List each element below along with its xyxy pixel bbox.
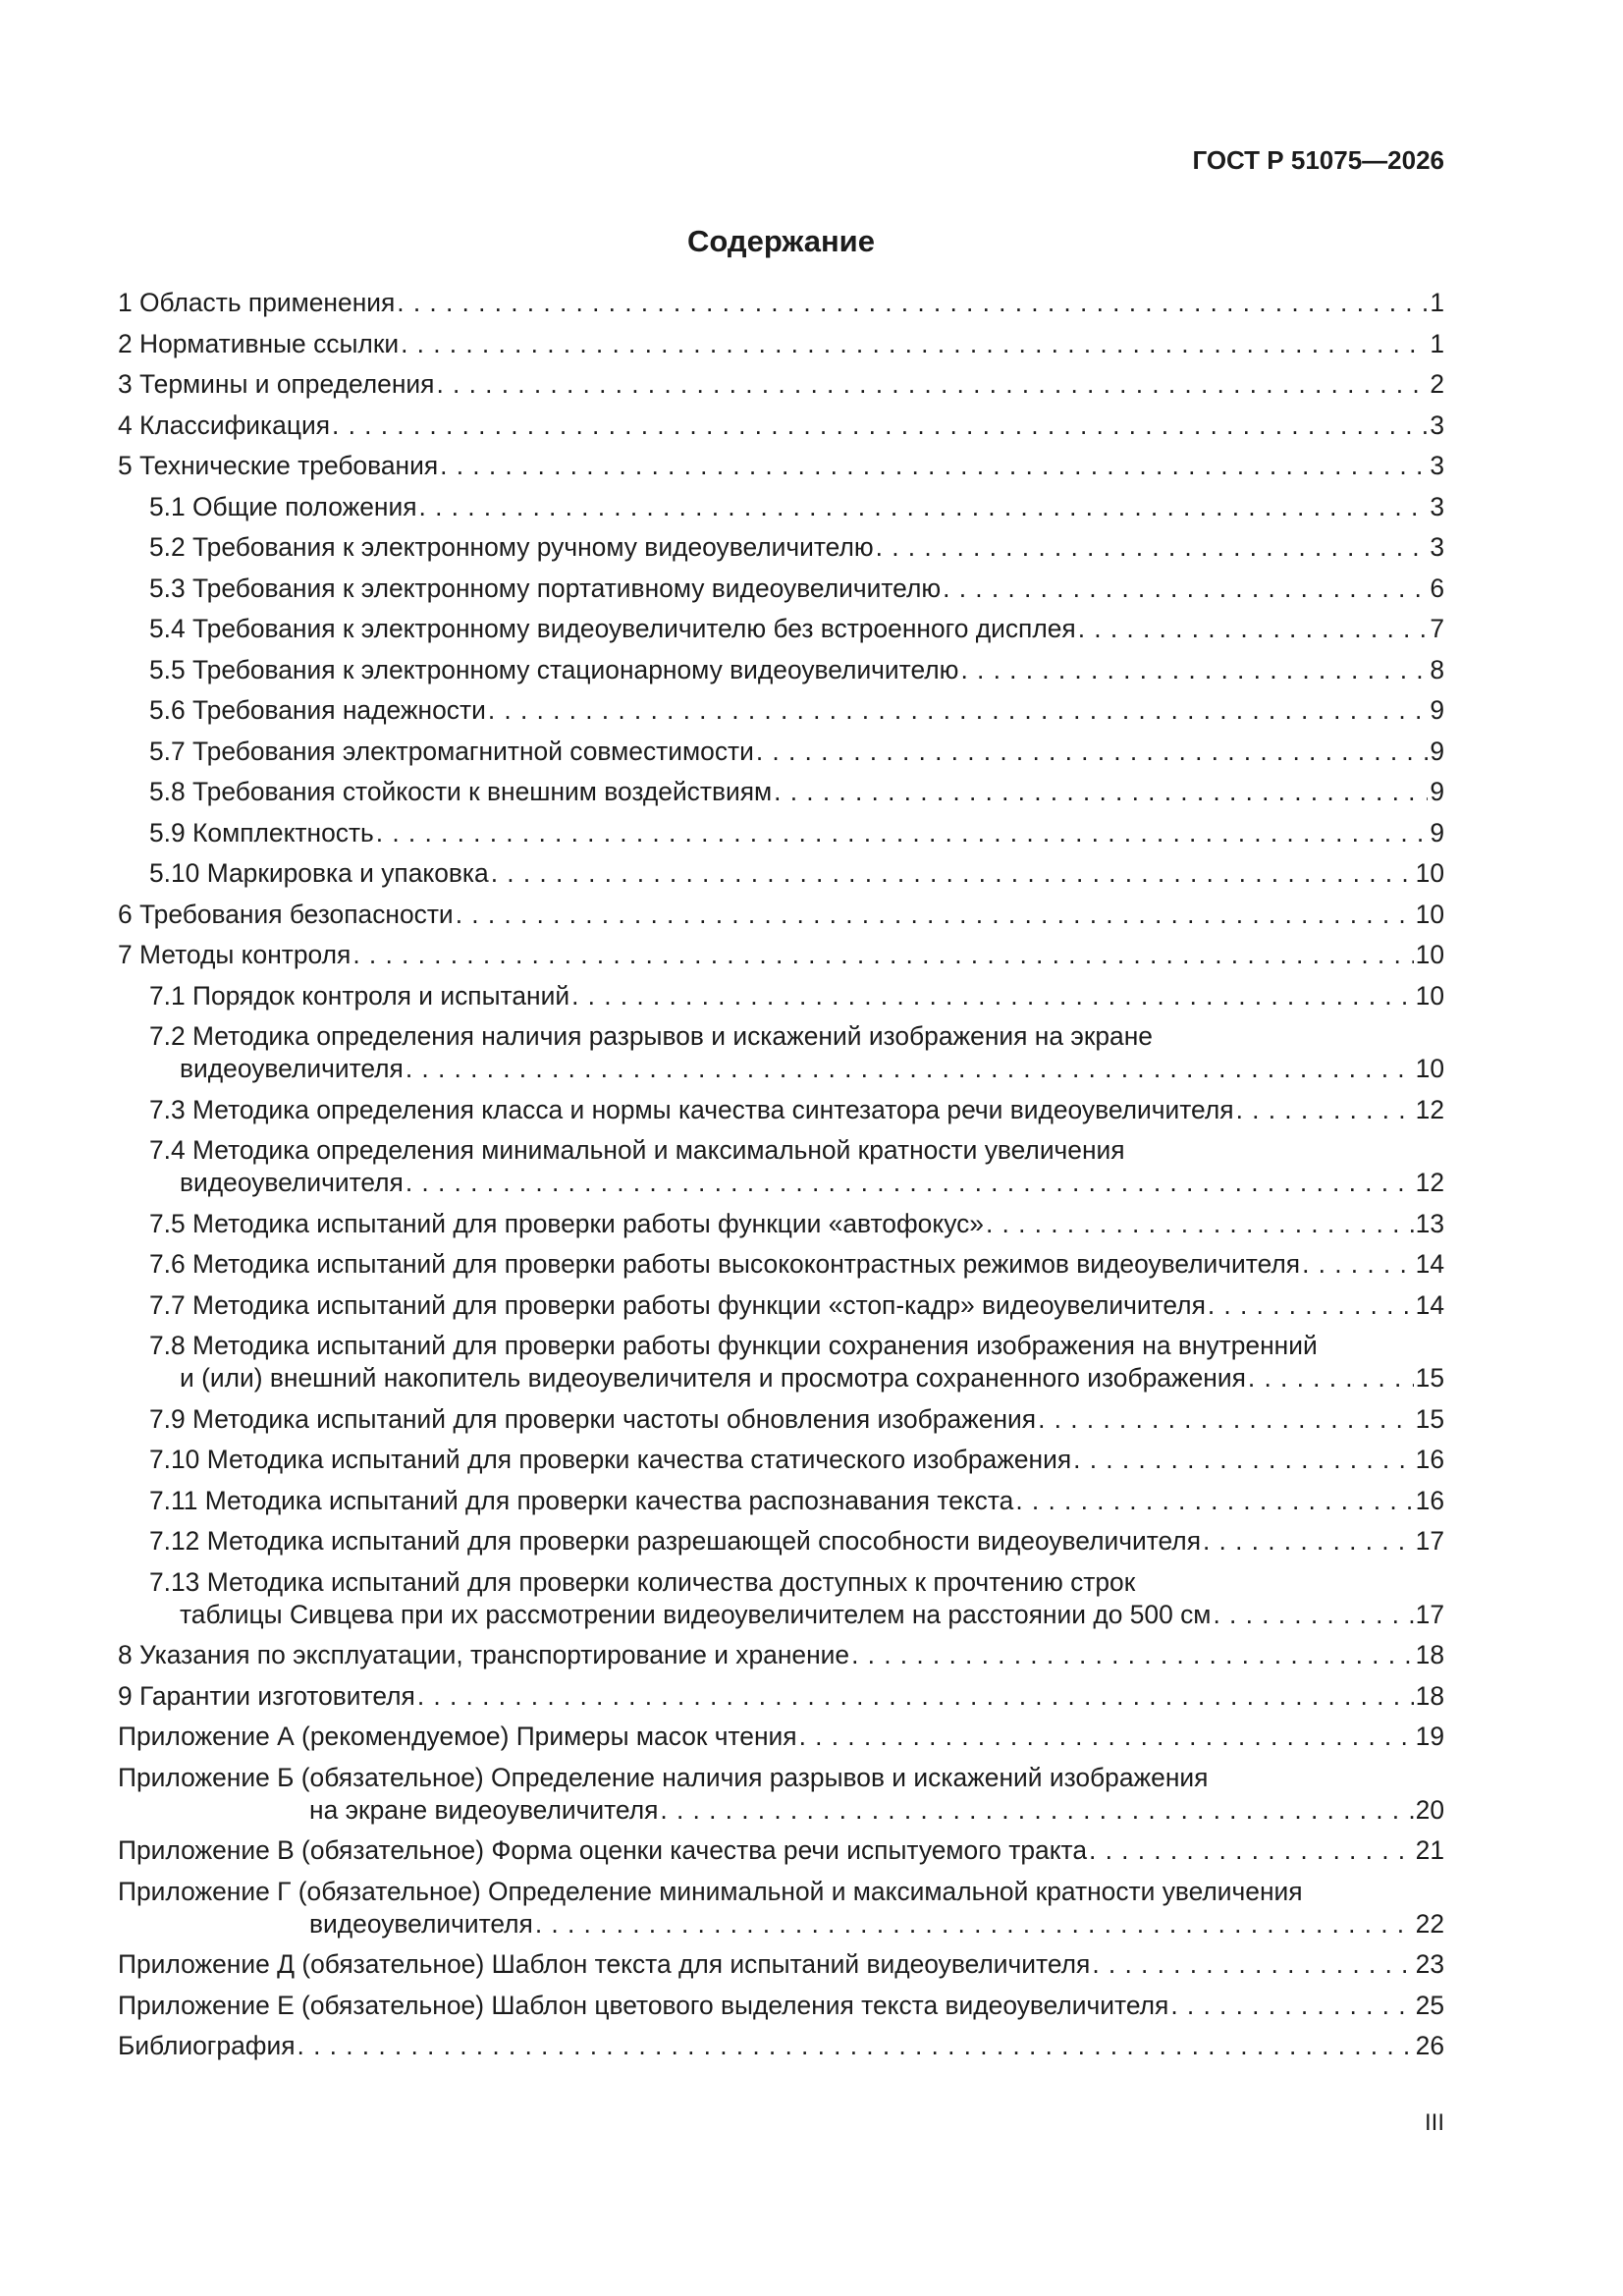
toc-entry-title: 5.10 Маркировка и упаковка [149, 858, 489, 888]
toc-entry-title-line1: 7.13 Методика испытаний для проверки количества доступных к прочтению строк [149, 1566, 1136, 1597]
toc-entry[interactable] [118, 450, 1444, 482]
toc-subentry[interactable] [118, 1020, 1444, 1085]
toc-entry-page: 18 [1415, 1680, 1444, 1711]
toc-entry-title: 7.1 Порядок контроля и испытаний [149, 980, 570, 1011]
toc-entry-title: таблицы Сивцева при их рассмотрении видеоувеличителем на расстоянии до 500 см [180, 1599, 1212, 1629]
toc-entry[interactable] [118, 1680, 1444, 1713]
document-code: ГОСТ Р 51075—2026 [1192, 145, 1444, 175]
dot-leader [1236, 1094, 1414, 1126]
toc-entry[interactable] [118, 899, 1444, 931]
toc-entry-title: 7.7 Методика испытаний для проверки работы функции «стоп-кадр» видеоувеличителя [149, 1289, 1206, 1320]
toc-entry-page: 9 [1430, 777, 1444, 806]
dot-leader [440, 450, 1428, 482]
toc-entry-title: 7.9 Методика испытаний для проверки частоты обновления изображения [149, 1403, 1037, 1434]
toc-entry-title: 6 Требования безопасности [118, 899, 454, 929]
toc-entry[interactable] [118, 368, 1444, 401]
dot-leader [1213, 1599, 1413, 1631]
dot-leader [298, 2030, 1414, 2062]
dot-leader [876, 531, 1429, 564]
toc-entry-title: 2 Нормативные ссылки [118, 328, 400, 358]
toc-entry-title: 7.11 Методика испытаний для проверки качества распознавания текста [149, 1485, 1014, 1515]
dot-leader [406, 1053, 1414, 1085]
toc-entry-page: 18 [1415, 1640, 1444, 1669]
toc-entry-title: 7.6 Методика испытаний для проверки работы высококонтрастных режимов видеоувеличителя [149, 1249, 1301, 1279]
toc-subentry[interactable] [118, 1566, 1444, 1631]
dot-leader [660, 1794, 1413, 1827]
dot-leader [1073, 1444, 1413, 1476]
toc-entry-page: 26 [1415, 2031, 1444, 2060]
toc-entry-title-line1: Приложение Б (обязательное) Определение наличия разрывов и искажений изображения [118, 1762, 1209, 1792]
toc-entry-page: 3 [1430, 451, 1444, 480]
toc-entry-title: 5.7 Требования электромагнитной совместимости [149, 736, 754, 766]
toc-entry-title-line1: 7.2 Методика определения наличия разрывов и искажений изображения на экране [149, 1021, 1153, 1051]
toc-subentry[interactable] [118, 776, 1444, 808]
toc-entry-title: 5.6 Требования надежности [149, 695, 486, 725]
toc-entry-page: 15 [1415, 1403, 1444, 1434]
toc-entry-page: 25 [1415, 1990, 1444, 2020]
toc-entry-title: 7.5 Методика испытаний для проверки работы функции «автофокус» [149, 1208, 984, 1238]
toc-entry-title: 9 Гарантии изготовителя [118, 1680, 415, 1711]
dot-leader [1038, 1403, 1414, 1436]
toc-entry-page: 21 [1415, 1835, 1444, 1865]
dot-leader [491, 857, 1414, 890]
toc-entry-title: на экране видеоувеличителя [309, 1794, 659, 1825]
toc-entry-page: 9 [1430, 736, 1444, 766]
toc-entry-page: 10 [1415, 980, 1444, 1011]
dot-leader [535, 1908, 1414, 1941]
toc-entry[interactable] [118, 2030, 1444, 2062]
toc-entry-page: 23 [1415, 1949, 1444, 1979]
toc-entry-page: 19 [1415, 1722, 1444, 1751]
toc-entry-title: 5.1 Общие положения [149, 491, 417, 521]
dot-leader [960, 654, 1428, 686]
toc-entry[interactable] [118, 1639, 1444, 1671]
toc-entry-title: 5.3 Требования к электронному портативному видеоувеличителю [149, 573, 942, 603]
toc-appendix-entry[interactable] [118, 1948, 1444, 1981]
toc-entry-title: 1 Область применения [118, 288, 396, 317]
dot-leader [417, 1680, 1414, 1713]
toc-subentry[interactable] [118, 736, 1444, 768]
dot-leader [1203, 1525, 1414, 1558]
toc-subentry[interactable] [118, 613, 1444, 645]
toc-subentry[interactable] [118, 531, 1444, 564]
toc-entry-title: 5.5 Требования к электронному стационарному видеоувеличителю [149, 654, 959, 684]
toc-entry-page: 17 [1415, 1599, 1444, 1629]
toc-subentry[interactable] [118, 1134, 1444, 1199]
toc-entry-page: 10 [1415, 1054, 1444, 1083]
toc-entry-page: 3 [1430, 410, 1444, 440]
dot-leader [419, 491, 1429, 523]
dot-leader [1078, 613, 1429, 645]
toc-entry-title: 5.2 Требования к электронному ручному видеоувеличителю [149, 532, 874, 562]
dot-leader [1208, 1289, 1414, 1322]
toc-entry-title: Приложение А (рекомендуемое) Примеры масок чтения [118, 1722, 797, 1751]
toc-entry-title-line1: Приложение Г (обязательное) Определение минимальной и максимальной кратности увеличения [118, 1876, 1303, 1906]
toc-entry-title: и (или) внешний накопитель видеоувеличителя и просмотра сохраненного изображения [180, 1363, 1246, 1393]
dot-leader [1248, 1362, 1414, 1394]
toc-subentry[interactable] [118, 694, 1444, 727]
toc-entry-page: 16 [1415, 1445, 1444, 1474]
toc-entry-page: 6 [1430, 573, 1444, 603]
toc-entry-page: 22 [1415, 1908, 1444, 1939]
toc-entry-page: 9 [1430, 695, 1444, 725]
toc-entry[interactable] [118, 287, 1444, 319]
dot-leader [774, 776, 1428, 808]
toc-subentry[interactable] [118, 1403, 1444, 1436]
toc-appendix-entry[interactable] [118, 1990, 1444, 2022]
dot-leader [571, 980, 1414, 1012]
toc-subentry[interactable] [118, 857, 1444, 890]
toc-entry-title: 8 Указания по эксплуатации, транспортирование и хранение [118, 1640, 850, 1669]
dot-leader [1092, 1948, 1413, 1981]
toc-entry-page: 12 [1415, 1168, 1444, 1197]
page-title: Содержание [687, 224, 875, 258]
toc-entry-title: 5.4 Требования к электронному видеоувеличителю без встроенного дисплея [149, 614, 1076, 643]
toc-entry-page: 3 [1430, 491, 1444, 521]
toc-entry-page: 10 [1415, 940, 1444, 969]
toc-subentry[interactable] [118, 654, 1444, 686]
dot-leader [376, 817, 1429, 849]
toc-appendix-entry[interactable] [118, 1762, 1444, 1827]
dot-leader [406, 1167, 1414, 1199]
toc-entry-title: Приложение В (обязательное) Форма оценки качества речи испытуемого тракта [118, 1835, 1088, 1865]
dot-leader [943, 573, 1428, 605]
toc-entry-title: 7 Методы контроля [118, 940, 352, 969]
toc-subentry[interactable] [118, 1525, 1444, 1558]
toc-subentry[interactable] [118, 1248, 1444, 1281]
table-of-contents [118, 287, 1444, 2071]
toc-entry-title: 5.9 Комплектность [149, 817, 374, 847]
toc-entry-page: 2 [1430, 369, 1444, 399]
toc-entry-title: 5 Технические требования [118, 451, 439, 480]
toc-entry[interactable] [118, 328, 1444, 360]
dot-leader [1302, 1248, 1414, 1281]
toc-subentry[interactable] [118, 980, 1444, 1012]
toc-entry-page: 15 [1415, 1363, 1444, 1393]
dot-leader [756, 736, 1428, 768]
toc-entry-title: 5.8 Требования стойкости к внешним воздействиям [149, 777, 773, 806]
dot-leader [1089, 1834, 1414, 1867]
toc-entry-title: 4 Классификация [118, 410, 330, 440]
toc-entry[interactable] [118, 939, 1444, 971]
toc-entry-page: 1 [1430, 328, 1444, 358]
toc-entry[interactable] [118, 410, 1444, 442]
toc-entry-title: 3 Термины и определения [118, 369, 435, 399]
toc-appendix-entry[interactable] [118, 1721, 1444, 1753]
toc-entry-title: 7.3 Методика определения класса и нормы качества синтезатора речи видеоувеличителя [149, 1094, 1234, 1124]
toc-entry-title: 7.10 Методика испытаний для проверки качества статического изображения [149, 1445, 1072, 1474]
toc-entry-page: 12 [1415, 1094, 1444, 1124]
toc-entry-page: 8 [1430, 654, 1444, 684]
toc-entry-title: Библиография [118, 2031, 296, 2060]
toc-entry-page: 14 [1415, 1249, 1444, 1279]
toc-subentry[interactable] [118, 1330, 1444, 1394]
toc-subentry[interactable] [118, 573, 1444, 605]
toc-entry-title: 7.12 Методика испытаний для проверки разрешающей способности видеоувеличителя [149, 1526, 1201, 1556]
toc-entry-page: 1 [1430, 288, 1444, 317]
toc-entry-page: 16 [1415, 1485, 1444, 1515]
toc-entry-title: видеоувеличителя [180, 1168, 404, 1197]
toc-entry-page: 9 [1430, 817, 1444, 847]
toc-entry-title: Приложение Д (обязательное) Шаблон текста для испытаний видеоувеличителя [118, 1949, 1091, 1979]
toc-entry-title: видеоувеличителя [180, 1054, 404, 1083]
dot-leader [332, 410, 1428, 442]
dot-leader [1170, 1990, 1413, 2022]
toc-subentry[interactable] [118, 1289, 1444, 1322]
toc-subentry[interactable] [118, 491, 1444, 523]
toc-entry-page: 10 [1415, 858, 1444, 888]
toc-entry-title: Приложение Е (обязательное) Шаблон цветового выделения текста видеоувеличителя [118, 1990, 1169, 2020]
dot-leader [456, 899, 1414, 931]
dot-leader [488, 694, 1429, 727]
toc-entry-page: 14 [1415, 1289, 1444, 1320]
toc-subentry[interactable] [118, 1485, 1444, 1517]
toc-entry-page: 20 [1415, 1794, 1444, 1825]
dot-leader [1015, 1485, 1413, 1517]
dot-leader [397, 287, 1428, 319]
dot-leader [436, 368, 1428, 401]
toc-entry-title-line1: 7.4 Методика определения минимальной и максимальной кратности увеличения [149, 1135, 1125, 1165]
toc-entry-page: 3 [1430, 532, 1444, 562]
toc-entry-page: 10 [1415, 899, 1444, 929]
dot-leader [352, 939, 1413, 971]
toc-appendix-entry[interactable] [118, 1876, 1444, 1941]
dot-leader [799, 1721, 1414, 1753]
toc-entry-page: 13 [1415, 1208, 1444, 1238]
toc-subentry[interactable] [118, 1208, 1444, 1240]
toc-entry-title-line1: 7.8 Методика испытаний для проверки работы функции сохранения изображения на внутренний [149, 1331, 1318, 1360]
toc-subentry[interactable] [118, 817, 1444, 849]
toc-subentry[interactable] [118, 1094, 1444, 1126]
dot-leader [986, 1208, 1414, 1240]
toc-entry-title: видеоувеличителя [309, 1908, 533, 1939]
toc-entry-page: 7 [1430, 614, 1444, 643]
dot-leader [401, 328, 1428, 360]
page-number: III [1424, 2109, 1444, 2136]
toc-subentry[interactable] [118, 1444, 1444, 1476]
toc-entry-page: 17 [1415, 1526, 1444, 1556]
toc-appendix-entry[interactable] [118, 1834, 1444, 1867]
dot-leader [851, 1639, 1414, 1671]
